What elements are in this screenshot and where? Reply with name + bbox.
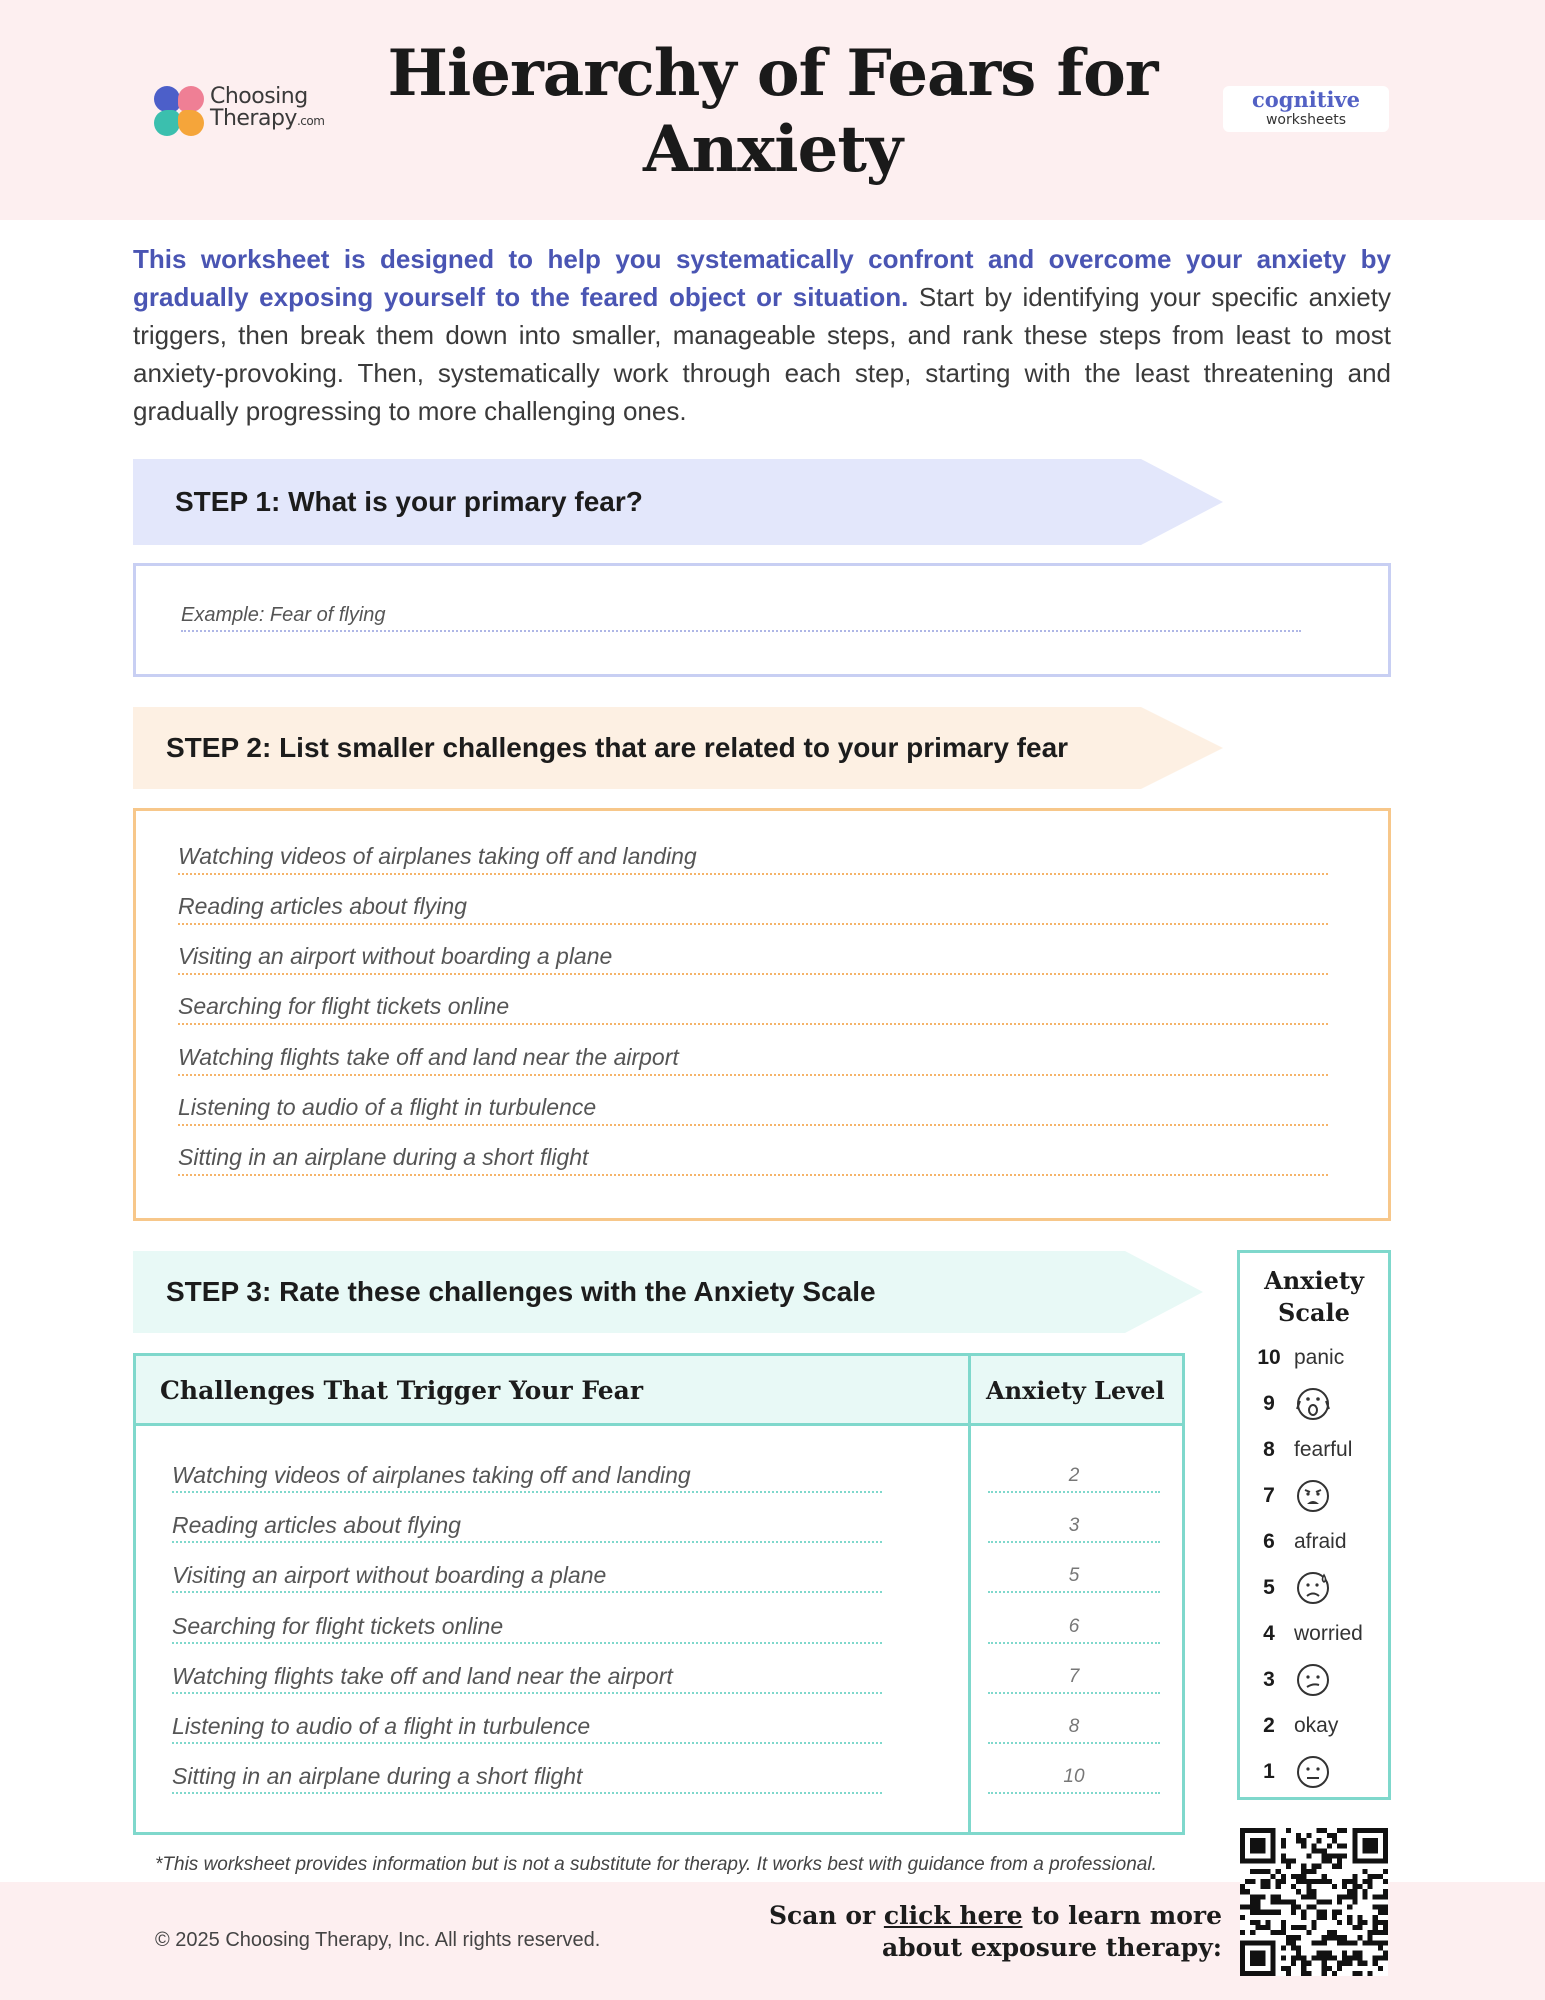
scale-word: okay bbox=[1294, 1714, 1339, 1737]
logo-com: .com bbox=[296, 114, 325, 128]
anxiety-scale-title-line1: Anxiety bbox=[1264, 1266, 1364, 1295]
logo-text bbox=[210, 86, 324, 132]
step2-item[interactable]: Watching flights take off and land near the airport bbox=[178, 1042, 1328, 1076]
step1-heading: STEP 1: What is your primary fear? bbox=[175, 486, 643, 517]
table-row-level[interactable]: 2 bbox=[988, 1459, 1160, 1493]
scale-number: 1 bbox=[1263, 1760, 1275, 1783]
step3-banner-arrow bbox=[1125, 1251, 1203, 1333]
step2-item[interactable]: Sitting in an airplane during a short flight bbox=[178, 1142, 1328, 1176]
logo-petal-icon bbox=[178, 86, 204, 112]
scale-level-6 bbox=[1240, 1519, 1388, 1565]
intro-paragraph bbox=[133, 240, 1391, 430]
table-row-challenge[interactable]: Watching videos of airplanes taking off and landing bbox=[172, 1459, 882, 1493]
disclaimer-text: *This worksheet provides information but is not a substitute for therapy. It works best with guidance from a professional. bbox=[155, 1854, 1157, 1875]
scale-number: 8 bbox=[1263, 1438, 1275, 1461]
table-row-level[interactable]: 3 bbox=[988, 1509, 1160, 1543]
logo-petal-icon bbox=[178, 110, 204, 136]
table-row-level[interactable]: 7 bbox=[988, 1660, 1160, 1694]
scale-level-8 bbox=[1240, 1427, 1388, 1473]
scale-level-2 bbox=[1240, 1703, 1388, 1749]
scan-prefix: Scan or bbox=[768, 1901, 884, 1930]
table-row-challenge[interactable]: Sitting in an airplane during a short flight bbox=[172, 1760, 882, 1794]
logo-line1: Choosing bbox=[210, 84, 308, 109]
page-title-line1: Hierarchy of Fears for bbox=[387, 36, 1158, 111]
step3-heading: STEP 3: Rate these challenges with the Anxiety Scale bbox=[166, 1276, 876, 1307]
cognitive-worksheets-badge[interactable] bbox=[1223, 86, 1389, 132]
table-row-challenge[interactable]: Searching for flight tickets online bbox=[172, 1610, 882, 1644]
scale-level-9 bbox=[1240, 1381, 1388, 1427]
scale-number: 4 bbox=[1263, 1622, 1275, 1645]
screaming-face-icon bbox=[1296, 1387, 1330, 1421]
scale-number: 3 bbox=[1263, 1668, 1275, 1691]
column-header-challenges: Challenges That Trigger Your Fear bbox=[160, 1376, 643, 1405]
scale-word: panic bbox=[1294, 1346, 1345, 1369]
page-title-line2: Anxiety bbox=[642, 112, 903, 187]
step2-item[interactable]: Reading articles about flying bbox=[178, 891, 1328, 925]
step2-list-box bbox=[133, 808, 1391, 1221]
step2-heading: STEP 2: List smaller challenges that are related to your primary fear bbox=[166, 732, 1069, 763]
scale-level-10 bbox=[1240, 1335, 1388, 1381]
step1-banner-arrow bbox=[1141, 459, 1223, 545]
table-row-level[interactable]: 8 bbox=[988, 1710, 1160, 1744]
scale-word: fearful bbox=[1294, 1438, 1353, 1461]
scale-level-1 bbox=[1240, 1749, 1388, 1795]
table-row-level[interactable]: 6 bbox=[988, 1610, 1160, 1644]
challenges-table bbox=[133, 1353, 1185, 1835]
table-column-divider bbox=[968, 1356, 971, 1832]
scan-line2: about exposure therapy: bbox=[881, 1933, 1222, 1962]
logo-petal-icon bbox=[154, 86, 180, 112]
step2-banner-arrow bbox=[1141, 707, 1223, 789]
table-row-challenge[interactable]: Listening to audio of a flight in turbulence bbox=[172, 1710, 882, 1744]
step2-item[interactable]: Listening to audio of a flight in turbulence bbox=[178, 1092, 1328, 1126]
column-header-anxiety-level: Anxiety Level bbox=[986, 1376, 1165, 1405]
scale-number: 7 bbox=[1263, 1484, 1275, 1507]
click-here-link[interactable]: click here bbox=[883, 1901, 1023, 1930]
scale-word: afraid bbox=[1294, 1530, 1347, 1553]
anxiety-scale-title bbox=[1240, 1265, 1388, 1329]
qr-code-icon[interactable] bbox=[1240, 1828, 1388, 1976]
scale-number: 6 bbox=[1263, 1530, 1275, 1553]
neutral-face-icon bbox=[1296, 1755, 1330, 1789]
scale-number: 10 bbox=[1257, 1346, 1281, 1369]
table-row-level[interactable]: 10 bbox=[988, 1760, 1160, 1794]
uneasy-face-icon bbox=[1296, 1663, 1330, 1697]
scan-cta bbox=[760, 1900, 1222, 1964]
logo-line2: Therapy bbox=[210, 106, 297, 131]
badge-line1: cognitive bbox=[1252, 87, 1360, 112]
scale-number: 9 bbox=[1263, 1392, 1275, 1415]
step2-item[interactable]: Searching for flight tickets online bbox=[178, 991, 1328, 1025]
scale-level-3 bbox=[1240, 1657, 1388, 1703]
anxiety-scale-panel bbox=[1237, 1250, 1391, 1800]
step1-answer-field[interactable]: Example: Fear of flying bbox=[181, 600, 1301, 632]
copyright-text: © 2025 Choosing Therapy, Inc. All rights reserved. bbox=[155, 1929, 601, 1951]
scale-word: worried bbox=[1294, 1622, 1363, 1645]
anxiety-scale-title-line2: Scale bbox=[1278, 1298, 1350, 1327]
choosing-therapy-logo[interactable] bbox=[154, 84, 374, 144]
page-title bbox=[380, 36, 1165, 188]
scale-level-7 bbox=[1240, 1473, 1388, 1519]
scale-level-5 bbox=[1240, 1565, 1388, 1611]
step2-item[interactable]: Watching videos of airplanes taking off and landing bbox=[178, 841, 1328, 875]
scan-suffix: to learn more bbox=[1022, 1901, 1222, 1930]
table-row-challenge[interactable]: Reading articles about flying bbox=[172, 1509, 882, 1543]
table-row-challenge[interactable]: Visiting an airport without boarding a plane bbox=[172, 1559, 882, 1593]
intro-body: Start by identifying your specific anxiety triggers, then break them down into smaller, manageable steps, and rank these steps from least to most anxiety-provoking. Then, systematically work through each step, starting with the least threatening and gradually progressing to more challenging ones. bbox=[133, 282, 1391, 426]
badge-line2: worksheets bbox=[1265, 112, 1347, 128]
intro-highlight: This worksheet is designed to help you systematically confront and overcome your anxiety by gradually exposing yourself to the feared object or situation. bbox=[133, 244, 1391, 312]
logo-petal-icon bbox=[154, 110, 180, 136]
scale-number: 5 bbox=[1263, 1576, 1275, 1599]
distressed-face-icon bbox=[1296, 1479, 1330, 1513]
scale-level-4 bbox=[1240, 1611, 1388, 1657]
worried-sweat-face-icon bbox=[1296, 1571, 1330, 1605]
table-row-level[interactable]: 5 bbox=[988, 1559, 1160, 1593]
step2-item[interactable]: Visiting an airport without boarding a plane bbox=[178, 941, 1328, 975]
table-row-challenge[interactable]: Watching flights take off and land near the airport bbox=[172, 1660, 882, 1694]
step1-answer-box bbox=[133, 563, 1391, 677]
scale-number: 2 bbox=[1263, 1714, 1275, 1737]
